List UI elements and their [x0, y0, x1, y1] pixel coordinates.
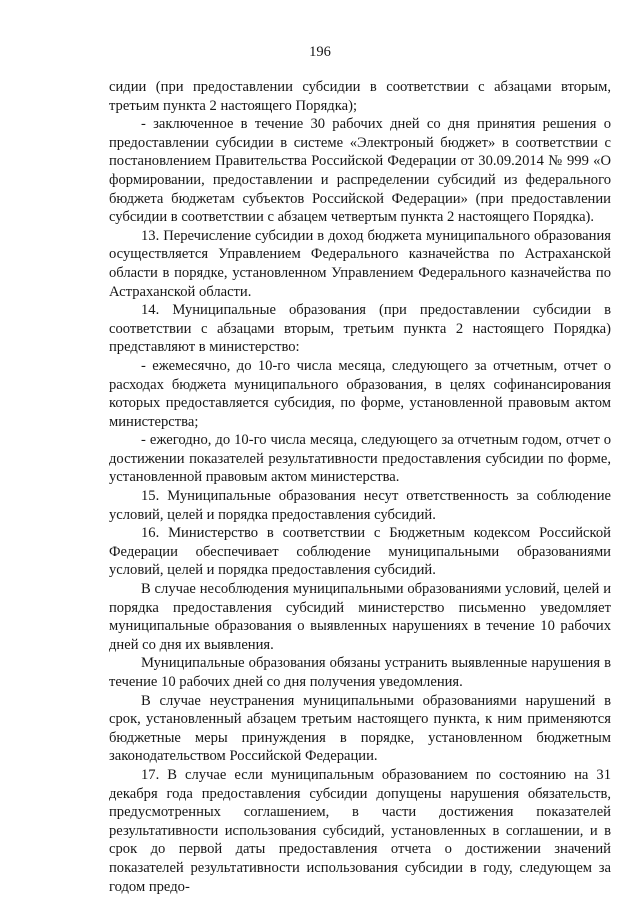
paragraph: 17. В случае если муниципальным образованием по состоянию на 31 декабря года предоставления субсидии допущены нарушения обязательств, предусмотренных соглашением, в части достижения показателей результативности использования субсидий, установленных в соглашении, и в срок до первой даты предоставления отчета о достижении значений показателей результативности использования субсидии в году, следующем за годом предо-: [109, 766, 611, 895]
document-body: [109, 78, 611, 896]
paragraph: 15. Муниципальные образования несут ответственность за соблюдение условий, целей и порядка предоставления субсидий.: [109, 488, 611, 523]
paragraph: - ежемесячно, до 10-го числа месяца, следующего за отчетным, отчет о расходах бюджета муниципального образования, в целях софинансирования которых предоставляется субсидия, по форме, установленной правовым актом министерства;: [109, 357, 611, 430]
paragraph: 14. Муниципальные образования (при предоставлении субсидии в соответствии с абзацами вторым, третьим пункта 2 настоящего Порядка) представляют в министерство:: [109, 302, 611, 356]
paragraph: сидии (при предоставлении субсидии в соответствии с абзацами вторым, третьим пункта 2 настоящего Порядка);: [109, 79, 611, 114]
paragraph: 13. Перечисление субсидии в доход бюджета муниципального образования осуществляется Управлением Федерального казначейства по Астраханской области в порядке, установленном Управлением Федерального казначейства по Астраханской области.: [109, 227, 611, 300]
paragraph: В случае неустранения муниципальными образованиями нарушений в срок, установленный абзацем третьим настоящего пункта, к ним применяются бюджетные меры принуждения в порядке, установленном бюджетным законодательством Российской Федерации.: [109, 692, 611, 765]
paragraph: - ежегодно, до 10-го числа месяца, следующего за отчетным годом, отчет о достижении показателей результативности предоставления субсидии по форме, установленной правовым актом министерства.: [109, 432, 611, 486]
paragraph: Муниципальные образования обязаны устранить выявленные нарушения в течение 10 рабочих дней со дня получения уведомления.: [109, 655, 611, 690]
paragraph: В случае несоблюдения муниципальными образованиями условий, целей и порядка предоставления субсидий министерство письменно уведомляет муниципальные образования о выявленных нарушениях в течение 10 рабочих дней со дня их выявления.: [109, 581, 611, 653]
paragraph: - заключенное в течение 30 рабочих дней со дня принятия решения о предоставлении субсидии в системе «Электроный бюджет» в соответствии с постановлением Правительства Российской Федерации от 30.09.2014 № 999 «О формировании, предоставлении и распределении субсидий из федерального бюджета бюджетам субъектов Российской Федерации» (при предоставлении субсидии в соответствии с абзацем четвертым пункта 2 настоящего Порядка).: [109, 116, 611, 226]
page-number: 196: [309, 44, 331, 60]
paragraph: 16. Министерство в соответствии с Бюджетным кодексом Российской Федерации обеспечивает соблюдение муниципальными образованиями условий, целей и порядка предоставления субсидий.: [109, 525, 611, 579]
